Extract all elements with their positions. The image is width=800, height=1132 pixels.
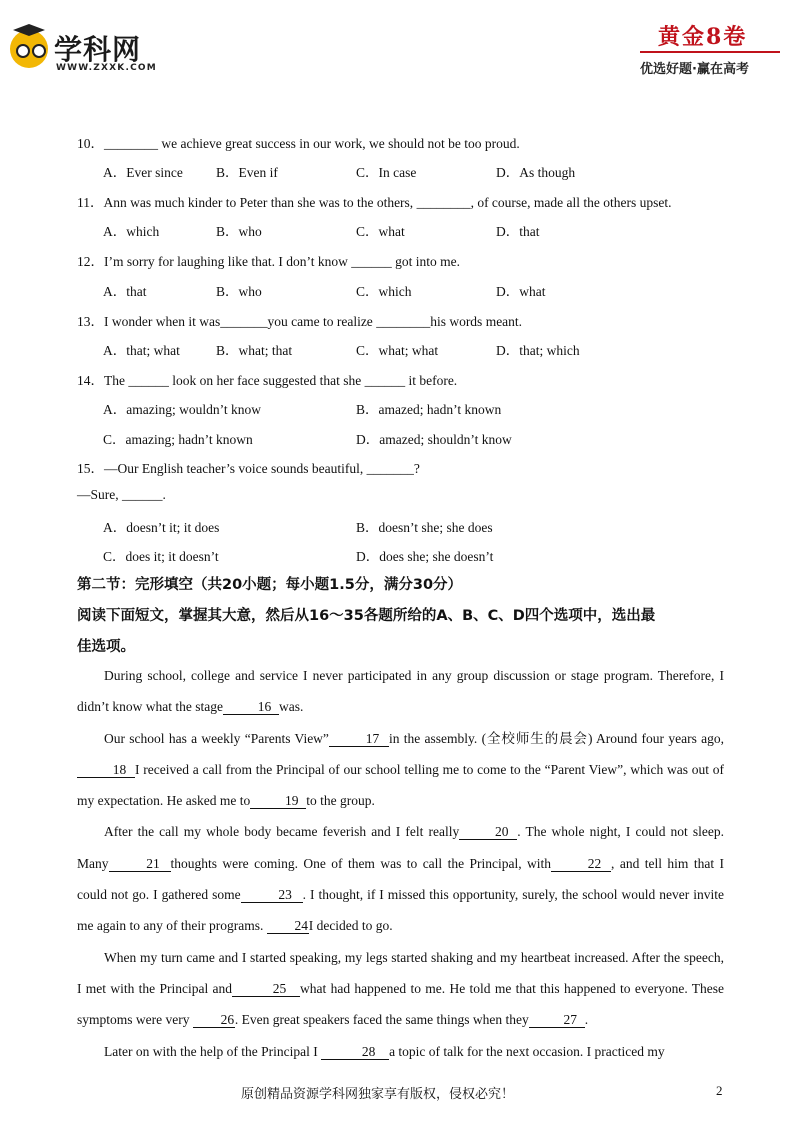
- q10-option-b: B．Even if: [216, 165, 278, 180]
- q15-option-d: D．does she; she doesn’t: [356, 549, 494, 564]
- logo-text: 学科网: [54, 33, 142, 66]
- question-13-stem: 13．I wonder when it was_______you came to realize ________his words meant.: [77, 314, 523, 329]
- q11-option-c: C．what: [356, 224, 405, 239]
- header-divider: [640, 51, 780, 53]
- passage-paragraph-3: After the call my whole body became feverish and I felt really 20 . The whole night, I could not sleep. Many 21 thoughts were coming. One of them was to call the Principal, with 22 , and tell him that I could not go. I gathered some 23 . I thought, if I missed this opportunity, surely, the school would never invite me again to any of their programs. 24I decided to go.: [77, 824, 725, 934]
- blank-24: 24: [267, 918, 309, 934]
- blank-20: 20: [459, 824, 517, 840]
- blank-27: 27: [529, 1012, 585, 1028]
- header-subtitle: 优选好题·赢在高考: [640, 62, 749, 77]
- blank-25: 25: [232, 981, 300, 997]
- q11-option-a: A．which: [103, 224, 160, 239]
- blank-23: 23: [241, 887, 303, 903]
- question-12-stem: 12．I’m sorry for laughing like that. I don’t know ______ got into me.: [77, 254, 460, 269]
- q14-option-c: C．amazing; hadn’t known: [103, 432, 253, 447]
- blank-21: 21: [109, 856, 171, 872]
- blank-17: 17: [329, 731, 389, 747]
- q12-option-b: B．who: [216, 284, 262, 299]
- q12-option-c: C．which: [356, 284, 412, 299]
- blank-16: 16: [223, 699, 279, 715]
- passage-paragraph-4: When my turn came and I started speaking, my legs started shaking and my heartbeat increased. After the speech, I met with the Principal and 25 what had happened to me. He told me that this happened to everyone. These symptoms were very 26. Even great speakers faced the same things when they 27 .: [77, 949, 725, 1028]
- blank-22: 22: [551, 856, 611, 872]
- q14-option-b: B．amazed; hadn’t known: [356, 402, 502, 417]
- logo-url: WWW.ZXXK.COM: [56, 63, 157, 73]
- q11-option-b: B．who: [216, 224, 262, 239]
- blank-26: 26: [193, 1012, 235, 1028]
- q12-option-d: D．what: [496, 284, 546, 299]
- q13-option-a: A．that; what: [103, 343, 180, 358]
- passage-paragraph-1: During school, college and service I never participated in any group discussion or stage program. Therefore, I didn’t know what the stage 16 was.: [77, 668, 724, 715]
- q12-option-a: A．that: [103, 284, 147, 299]
- q15-option-a: A．doesn’t it; it does: [103, 520, 220, 535]
- section-heading: 第二节：完形填空（共20小题；每小题1.5分，满分30分）: [77, 577, 463, 593]
- section-instruction-2: 佳选项。: [77, 639, 135, 655]
- q15-option-c: C．does it; it doesn’t: [103, 549, 219, 564]
- cloze-passage: [77, 660, 724, 1067]
- q11-option-d: D．that: [496, 224, 540, 239]
- q14-option-d: D．amazed; shouldn’t know: [356, 432, 512, 447]
- question-14-stem: 14．The ______ look on her face suggested that she ______ it before.: [77, 373, 458, 388]
- header-title: 黄金8卷: [658, 24, 748, 50]
- q13-option-b: B．what; that: [216, 343, 293, 358]
- q10-option-d: D．As though: [496, 165, 576, 180]
- question-11-stem: 11．Ann was much kinder to Peter than she was to the others, ________, of course, made all the others upset.: [77, 195, 672, 210]
- footer-copyright: 原创精品资源学科网独家享有版权，侵权必究！: [241, 1087, 515, 1102]
- question-15-stem: 15．—Our English teacher’s voice sounds beautiful, _______?: [77, 461, 420, 476]
- q10-option-a: A．Ever since: [103, 165, 183, 180]
- question-10-stem: 10．________ we achieve great success in our work, we should not be too proud.: [77, 136, 520, 151]
- blank-18: 18: [77, 762, 135, 778]
- passage-paragraph-2: Our school has a weekly “Parents View” 17 in the assembly. (全校师生的晨会) Around four years ago,18 I received a call from the Principal of our school telling me to come to the “Parent View”, which was out of my expectation. He asked me to 19 to the group.: [77, 730, 725, 809]
- question-15-reply: —Sure, ______.: [77, 487, 166, 502]
- q15-option-b: B．doesn’t she; she does: [356, 520, 493, 535]
- page-number: 2: [716, 1083, 723, 1098]
- passage-paragraph-5: Later on with the help of the Principal I 28 a topic of talk for the next occasion. I practiced my: [104, 1043, 665, 1059]
- section-instruction-1: 阅读下面短文，掌握其大意，然后从16～35各题所给的A、B、C、D四个选项中，选出最: [77, 608, 656, 624]
- blank-28: 28: [321, 1044, 389, 1060]
- q13-option-c: C．what; what: [356, 343, 439, 358]
- blank-19: 19: [250, 793, 306, 809]
- q14-option-a: A．amazing; wouldn’t know: [103, 402, 261, 417]
- q10-option-c: C．In case: [356, 165, 417, 180]
- q13-option-d: D．that; which: [496, 343, 580, 358]
